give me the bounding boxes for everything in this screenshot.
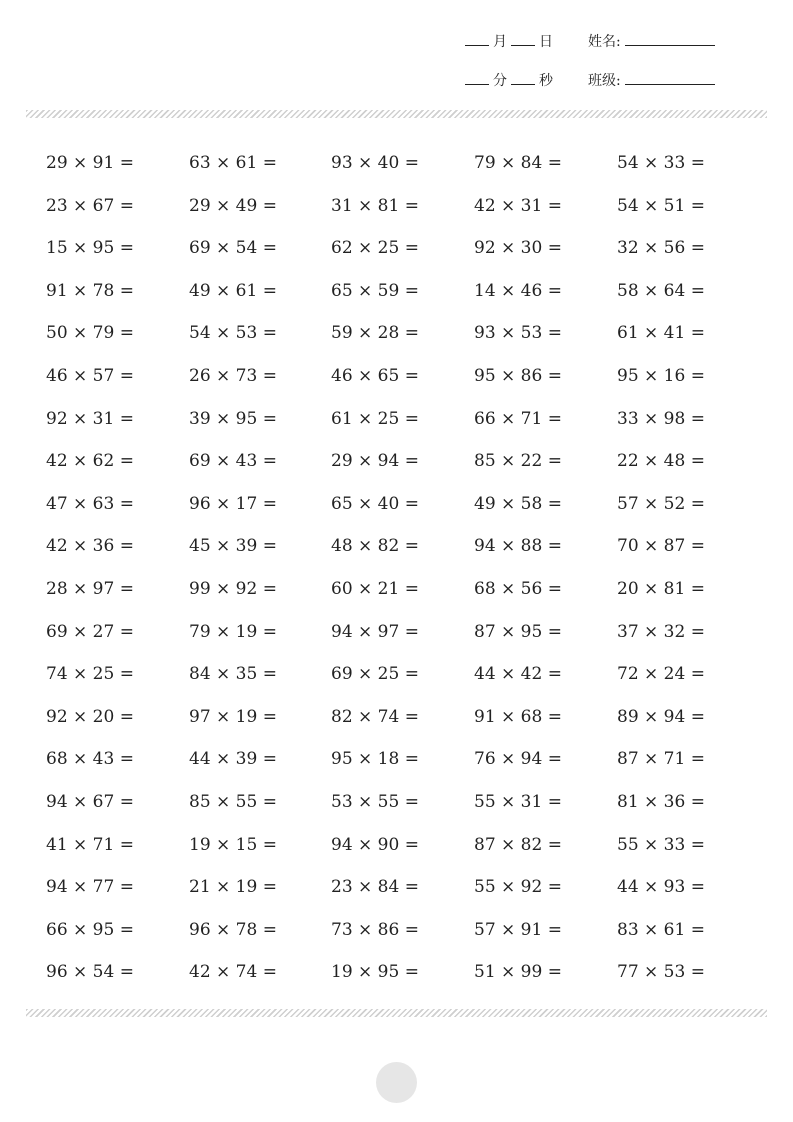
math-problem: 19 × 15 = [189, 834, 277, 855]
problem-row [0, 824, 793, 866]
problem-row [0, 398, 793, 440]
minute-label: 分 [493, 73, 507, 89]
math-problem: 41 × 71 = [46, 834, 134, 855]
math-problem: 61 × 25 = [331, 408, 419, 429]
math-problem: 42 × 36 = [46, 536, 134, 557]
math-problem: 50 × 79 = [46, 323, 134, 344]
math-problem: 87 × 71 = [617, 749, 705, 770]
problem-row [0, 185, 793, 227]
math-problem: 59 × 28 = [331, 323, 419, 344]
math-problem: 87 × 82 = [474, 834, 562, 855]
problem-row [0, 653, 793, 695]
math-problem: 68 × 56 = [474, 579, 562, 599]
math-problem: 93 × 40 = [331, 153, 419, 173]
math-problem: 96 × 54 = [46, 962, 134, 983]
math-problem: 31 × 81 = [331, 195, 419, 216]
math-problem: 76 × 94 = [474, 749, 562, 770]
class-field [588, 72, 715, 90]
math-problem: 96 × 78 = [189, 919, 277, 940]
math-problem: 63 × 61 = [189, 153, 277, 173]
problem-row [0, 483, 793, 525]
math-problem: 42 × 62 = [46, 451, 134, 472]
math-problem: 92 × 20 = [46, 706, 134, 727]
math-problem: 65 × 59 = [331, 280, 419, 301]
math-problem: 55 × 92 = [474, 877, 562, 898]
math-problem: 33 × 98 = [617, 408, 705, 429]
math-problem: 77 × 53 = [617, 962, 705, 983]
day-label: 日 [539, 34, 553, 50]
math-problem: 23 × 67 = [46, 195, 134, 216]
math-problem: 54 × 33 = [617, 153, 705, 173]
math-problem: 29 × 91 = [46, 153, 134, 173]
page-number-circle [376, 1062, 417, 1103]
math-problem: 95 × 18 = [331, 749, 419, 770]
second-blank[interactable] [511, 72, 535, 85]
problem-row [0, 696, 793, 738]
math-problem: 42 × 31 = [474, 195, 562, 216]
math-problem: 92 × 30 = [474, 238, 562, 259]
math-problem: 26 × 73 = [189, 366, 277, 386]
math-problem: 42 × 74 = [189, 962, 277, 983]
math-problem: 66 × 95 = [46, 919, 134, 940]
name-label: 姓名: [588, 34, 621, 50]
math-problem: 74 × 25 = [46, 664, 134, 685]
math-problem: 44 × 42 = [474, 664, 562, 685]
problem-row [0, 355, 793, 397]
math-problem: 79 × 84 = [474, 153, 562, 173]
math-problem: 94 × 77 = [46, 877, 134, 898]
math-problem: 85 × 55 = [189, 792, 277, 812]
math-problem: 94 × 90 = [331, 834, 419, 855]
math-problem: 72 × 24 = [617, 664, 705, 685]
math-problem: 57 × 52 = [617, 493, 705, 514]
math-problem: 61 × 41 = [617, 323, 705, 344]
math-problem: 95 × 16 = [617, 366, 705, 386]
math-problem: 94 × 67 = [46, 792, 134, 812]
math-problem: 69 × 25 = [331, 664, 419, 685]
day-blank[interactable] [511, 33, 535, 46]
math-problem: 96 × 17 = [189, 493, 277, 514]
math-problem: 65 × 40 = [331, 493, 419, 514]
problem-row [0, 738, 793, 780]
math-problem: 69 × 54 = [189, 238, 277, 259]
math-problem: 66 × 71 = [474, 408, 562, 429]
math-problem: 79 × 19 = [189, 621, 277, 642]
math-problem: 91 × 68 = [474, 706, 562, 727]
problem-row [0, 909, 793, 951]
math-problem: 83 × 61 = [617, 919, 705, 940]
class-blank[interactable] [625, 72, 715, 85]
math-problem: 93 × 53 = [474, 323, 562, 344]
math-problem: 68 × 43 = [46, 749, 134, 770]
math-problem: 94 × 97 = [331, 621, 419, 642]
problem-row [0, 227, 793, 269]
math-problem: 82 × 74 = [331, 706, 419, 727]
math-problem: 28 × 97 = [46, 579, 134, 599]
problem-row [0, 440, 793, 482]
math-problem: 84 × 35 = [189, 664, 277, 685]
math-problem: 69 × 43 = [189, 451, 277, 472]
date-fields [465, 33, 557, 51]
math-problem: 54 × 51 = [617, 195, 705, 216]
top-divider [26, 110, 767, 118]
math-problem: 49 × 58 = [474, 493, 562, 514]
problem-row [0, 866, 793, 908]
name-field [588, 33, 715, 51]
math-problem: 73 × 86 = [331, 919, 419, 940]
math-problem: 49 × 61 = [189, 280, 277, 301]
math-problem: 47 × 63 = [46, 493, 134, 514]
math-problem: 60 × 21 = [331, 579, 419, 599]
worksheet-header [0, 0, 793, 110]
math-problem: 62 × 25 = [331, 238, 419, 259]
math-problem: 46 × 57 = [46, 366, 134, 386]
math-problem: 70 × 87 = [617, 536, 705, 557]
math-problem: 99 × 92 = [189, 579, 277, 599]
math-problem: 55 × 33 = [617, 834, 705, 855]
math-problem: 94 × 88 = [474, 536, 562, 557]
math-problem: 37 × 32 = [617, 621, 705, 642]
math-problem: 97 × 19 = [189, 706, 277, 727]
math-problem: 29 × 49 = [189, 195, 277, 216]
math-problem: 20 × 81 = [617, 579, 705, 599]
math-problem: 58 × 64 = [617, 280, 705, 301]
math-problem: 54 × 53 = [189, 323, 277, 344]
math-problem: 95 × 86 = [474, 366, 562, 386]
problem-row [0, 525, 793, 567]
math-problem: 53 × 55 = [331, 792, 419, 812]
math-problem: 85 × 22 = [474, 451, 562, 472]
math-problem: 23 × 84 = [331, 877, 419, 898]
math-problem: 46 × 65 = [331, 366, 419, 386]
math-problem: 57 × 91 = [474, 919, 562, 940]
math-problem: 45 × 39 = [189, 536, 277, 557]
math-problem: 44 × 39 = [189, 749, 277, 770]
math-problem: 44 × 93 = [617, 877, 705, 898]
math-problem: 81 × 36 = [617, 792, 705, 812]
problem-row [0, 270, 793, 312]
math-problem: 87 × 95 = [474, 621, 562, 642]
math-problem: 48 × 82 = [331, 536, 419, 557]
problem-row [0, 312, 793, 354]
math-problem: 39 × 95 = [189, 408, 277, 429]
math-problem: 14 × 46 = [474, 280, 562, 301]
math-problem: 92 × 31 = [46, 408, 134, 429]
month-label: 月 [493, 34, 507, 50]
math-problem: 91 × 78 = [46, 280, 134, 301]
problem-row [0, 951, 793, 993]
math-problem: 89 × 94 = [617, 706, 705, 727]
math-problem: 29 × 94 = [331, 451, 419, 472]
time-fields [465, 72, 557, 90]
math-problem: 51 × 99 = [474, 962, 562, 983]
problem-row [0, 781, 793, 823]
math-problem: 32 × 56 = [617, 238, 705, 259]
math-problem: 55 × 31 = [474, 792, 562, 812]
problem-row [0, 611, 793, 653]
bottom-divider [26, 1009, 767, 1017]
second-label: 秒 [539, 73, 553, 89]
math-problem: 21 × 19 = [189, 877, 277, 898]
problem-row [0, 142, 793, 184]
math-problem: 69 × 27 = [46, 621, 134, 642]
math-problem: 22 × 48 = [617, 451, 705, 472]
math-problem: 15 × 95 = [46, 238, 134, 259]
month-blank[interactable] [465, 33, 489, 46]
problem-row [0, 568, 793, 610]
minute-blank[interactable] [465, 72, 489, 85]
name-blank[interactable] [625, 33, 715, 46]
class-label: 班级: [588, 73, 621, 89]
math-problem: 19 × 95 = [331, 962, 419, 983]
